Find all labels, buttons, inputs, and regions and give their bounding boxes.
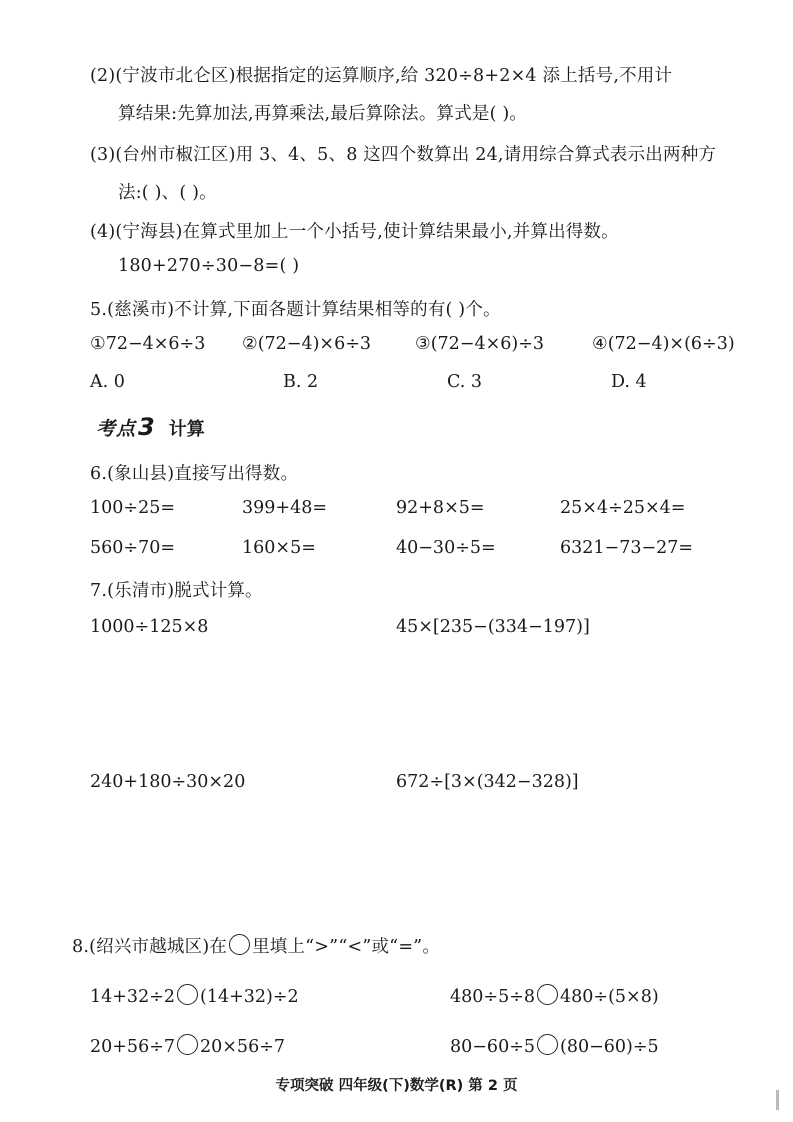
q5-expression: ①72−4×6÷3 — [90, 334, 206, 354]
q5-expression: ④(72−4)×(6÷3) — [592, 334, 735, 354]
section-title: 计算 — [168, 419, 205, 440]
q7-expression: 672÷[3×(342−328)] — [396, 772, 579, 792]
q6-stem: 6.(象山县)直接写出得数。 — [90, 464, 299, 484]
q8-stem-start: 8.(绍兴市越城区)在 — [72, 937, 228, 957]
q7-stem: 7.(乐清市)脱式计算。 — [90, 581, 263, 601]
section-heading — [96, 413, 205, 441]
compare-circle-blank[interactable] — [537, 984, 558, 1005]
q5-expression: ②(72−4)×6÷3 — [242, 334, 372, 354]
scan-edge-mark — [776, 1090, 779, 1110]
q8-stem — [72, 933, 440, 958]
q8-right-expression: 20×56÷7 — [200, 1037, 285, 1057]
q5-option-c: C. 3 — [447, 372, 483, 392]
q8-comparison — [90, 1034, 285, 1057]
q8-comparison — [90, 984, 299, 1007]
circle-blank-icon — [229, 934, 250, 955]
q8-left-expression: 20+56÷7 — [90, 1037, 175, 1057]
q7-expression: 1000÷125×8 — [90, 617, 209, 637]
compare-circle-blank[interactable] — [537, 1034, 558, 1055]
q8-left-expression: 80−60÷5 — [450, 1037, 535, 1057]
section-number: 3 — [138, 413, 155, 441]
q8-comparison — [450, 984, 659, 1007]
q4-part2-line2: 算结果:先算加法,再算乘法,最后算除法。算式是( )。 — [118, 104, 528, 124]
q4-part3-line2: 法:( )、( )。 — [118, 183, 217, 203]
q6-item: 399+48= — [242, 498, 327, 518]
q6-item: 160×5= — [242, 538, 316, 558]
page-footer: 专项突破 四年级(下)数学(R) 第 2 页 — [275, 1078, 518, 1094]
q8-comparison — [450, 1034, 659, 1057]
q6-item: 100÷25= — [90, 498, 175, 518]
q7-expression: 240+180÷30×20 — [90, 772, 246, 792]
q6-item: 25×4÷25×4= — [560, 498, 686, 518]
compare-circle-blank[interactable] — [177, 984, 198, 1005]
q8-right-expression: (14+32)÷2 — [200, 987, 299, 1007]
q6-item: 40−30÷5= — [396, 538, 496, 558]
q4-part3-line1: (3)(台州市椒江区)用 3、4、5、8 这四个数算出 24,请用综合算式表示出两种方 — [90, 145, 717, 165]
q6-item: 6321−73−27= — [560, 538, 694, 558]
compare-circle-blank[interactable] — [177, 1034, 198, 1055]
q5-expression: ③(72−4×6)÷3 — [415, 334, 545, 354]
q8-left-expression: 480÷5÷8 — [450, 987, 535, 1007]
q5-option-d: D. 4 — [611, 372, 647, 392]
q6-item: 560÷70= — [90, 538, 175, 558]
q5-option-b: B. 2 — [283, 372, 319, 392]
q4-part4-expression: 180+270÷30−8=( ) — [118, 256, 300, 276]
q7-expression: 45×[235−(334−197)] — [396, 617, 590, 637]
q6-item: 92+8×5= — [396, 498, 485, 518]
q8-right-expression: 480÷(5×8) — [560, 987, 659, 1007]
q8-right-expression: (80−60)÷5 — [560, 1037, 659, 1057]
q4-part2-line1: (2)(宁波市北仑区)根据指定的运算顺序,给 320÷8+2×4 添上括号,不用计 — [90, 66, 673, 86]
q8-left-expression: 14+32÷2 — [90, 987, 175, 1007]
section-label: 考点 — [96, 418, 137, 440]
q8-stem-end: 里填上“>”“<”或“=”。 — [252, 937, 441, 957]
q5-option-a: A. 0 — [90, 372, 125, 392]
q4-part4-line1: (4)(宁海县)在算式里加上一个小括号,使计算结果最小,并算出得数。 — [90, 222, 619, 242]
q5-stem: 5.(慈溪市)不计算,下面各题计算结果相等的有( )个。 — [90, 300, 501, 320]
